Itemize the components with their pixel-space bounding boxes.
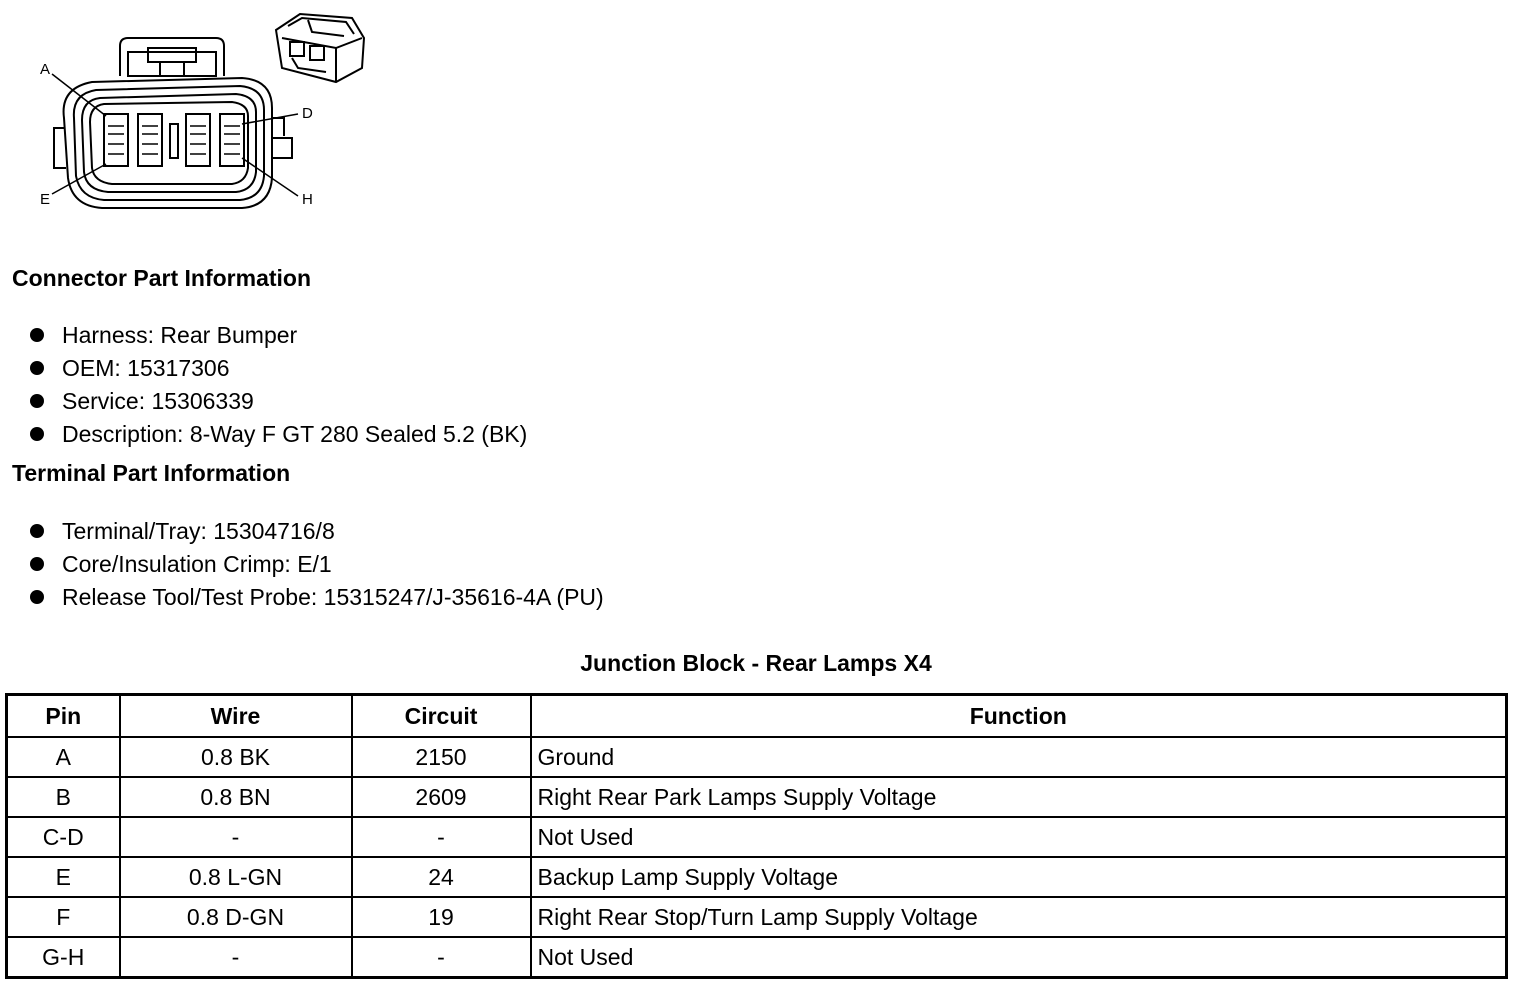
header-pin: Pin <box>7 695 120 738</box>
list-item <box>28 318 527 351</box>
terminal-info-title: Terminal Part Information <box>12 460 291 486</box>
terminal-info-crimp: Core/Insulation Crimp: E/1 <box>62 550 332 577</box>
cell-wire: 0.8 D-GN <box>120 897 352 937</box>
table-row <box>7 937 1507 978</box>
connector-info-description: Description: 8-Way F GT 280 Sealed 5.2 (BK) <box>62 420 528 447</box>
cell-pin: F <box>7 897 120 937</box>
connector-info-title: Connector Part Information <box>12 265 312 291</box>
list-item <box>28 514 604 547</box>
cell-circuit: 2150 <box>352 737 531 777</box>
cell-circuit: - <box>352 817 531 857</box>
cell-function: Not Used <box>531 817 1507 857</box>
cell-circuit: 24 <box>352 857 531 897</box>
connector-face-drawing <box>36 8 376 218</box>
cell-pin: G-H <box>7 937 120 978</box>
pin-label-h: H <box>302 191 313 208</box>
header-function: Function <box>531 695 1507 738</box>
list-item <box>28 384 527 417</box>
table-row <box>7 817 1507 857</box>
cell-function: Backup Lamp Supply Voltage <box>531 857 1507 897</box>
connector-diagram <box>36 8 376 218</box>
cell-pin: B <box>7 777 120 817</box>
bullet-icon <box>30 524 44 538</box>
cell-function: Not Used <box>531 937 1507 978</box>
cell-wire: 0.8 L-GN <box>120 857 352 897</box>
table-title: Junction Block - Rear Lamps X4 <box>580 650 932 676</box>
cell-function: Ground <box>531 737 1507 777</box>
header-circuit: Circuit <box>352 695 531 738</box>
connector-info-list <box>28 318 527 450</box>
cell-circuit: 19 <box>352 897 531 937</box>
table-row <box>7 857 1507 897</box>
list-item <box>28 547 604 580</box>
cell-wire: - <box>120 937 352 978</box>
table-row <box>7 737 1507 777</box>
pin-label-a: A <box>40 61 51 78</box>
table-row <box>7 777 1507 817</box>
pin-label-d: D <box>302 105 313 122</box>
terminal-info-tray: Terminal/Tray: 15304716/8 <box>62 517 335 544</box>
cell-pin: C-D <box>7 817 120 857</box>
bullet-icon <box>30 394 44 408</box>
cell-pin: E <box>7 857 120 897</box>
table-row <box>7 897 1507 937</box>
list-item <box>28 580 604 613</box>
cell-function: Right Rear Stop/Turn Lamp Supply Voltage <box>531 897 1507 937</box>
cell-pin: A <box>7 737 120 777</box>
bullet-icon <box>30 427 44 441</box>
cell-circuit: - <box>352 937 531 978</box>
terminal-info-list <box>28 514 604 613</box>
bullet-icon <box>30 361 44 375</box>
bullet-icon <box>30 590 44 604</box>
header-wire: Wire <box>120 695 352 738</box>
bullet-icon <box>30 557 44 571</box>
cell-wire: 0.8 BK <box>120 737 352 777</box>
bullet-icon <box>30 328 44 342</box>
terminal-info-release-tool: Release Tool/Test Probe: 15315247/J-35616-4A (PU) <box>62 583 604 610</box>
connector-info-oem: OEM: 15317306 <box>62 354 230 381</box>
pin-label-e: E <box>40 191 51 208</box>
cell-wire: 0.8 BN <box>120 777 352 817</box>
connector-info-service: Service: 15306339 <box>62 387 254 414</box>
list-item <box>28 351 527 384</box>
table-header-row <box>7 695 1507 738</box>
cell-wire: - <box>120 817 352 857</box>
connector-info-harness: Harness: Rear Bumper <box>62 321 298 348</box>
list-item <box>28 417 527 450</box>
cell-circuit: 2609 <box>352 777 531 817</box>
pinout-table <box>5 693 1508 979</box>
cell-function: Right Rear Park Lamps Supply Voltage <box>531 777 1507 817</box>
